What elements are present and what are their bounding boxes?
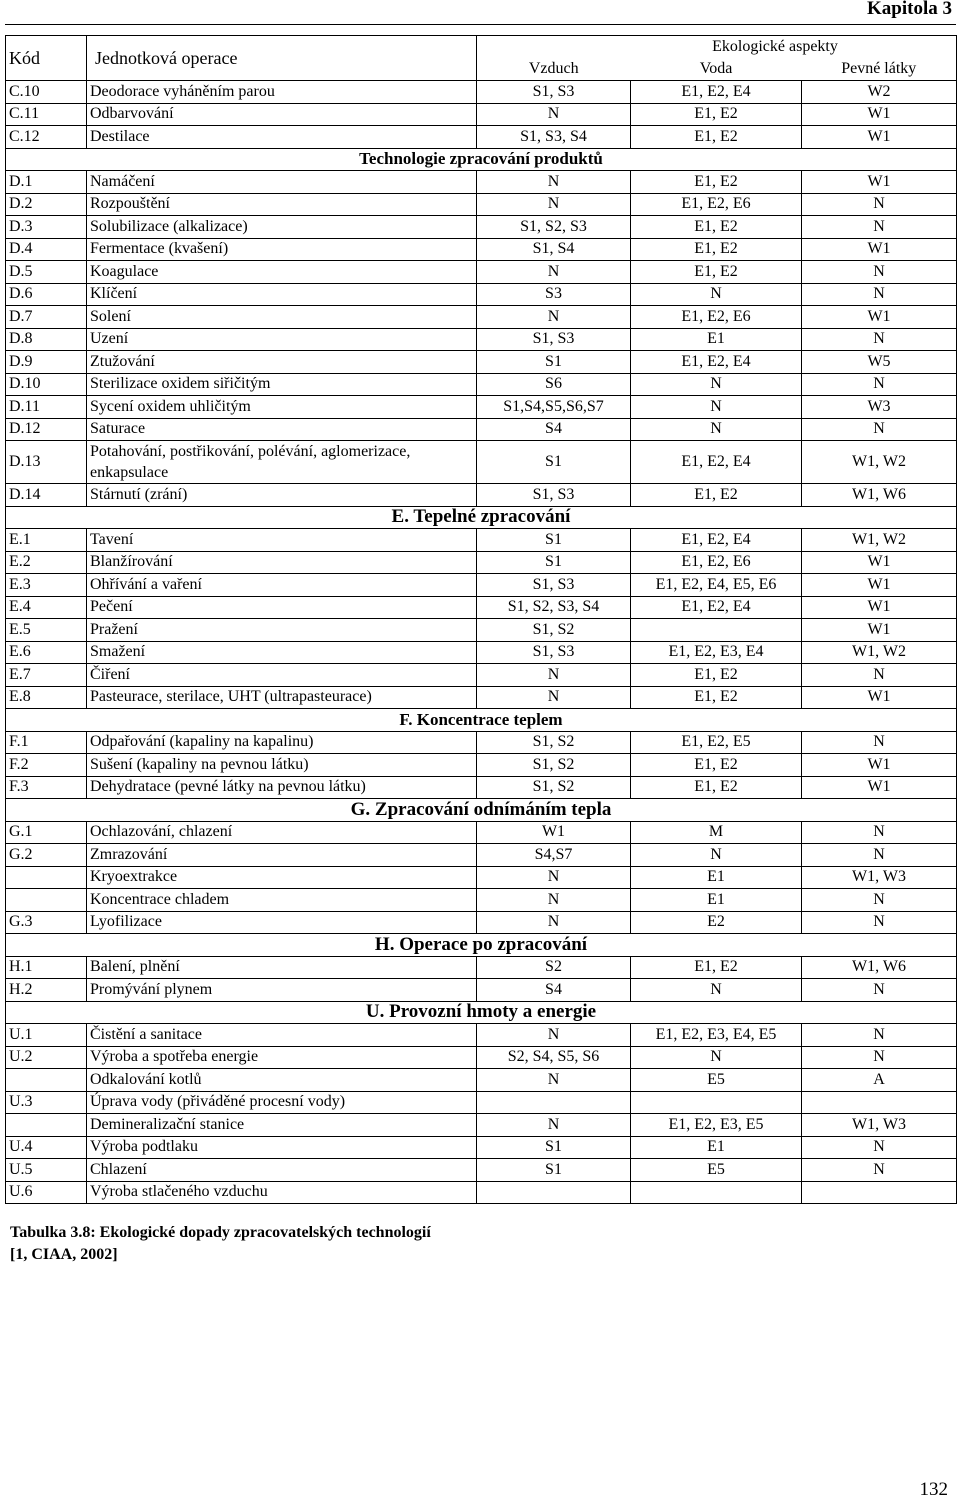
row-operation: Koagulace <box>87 261 477 284</box>
row-solid: W1, W2 <box>802 441 957 484</box>
row-code: D.11 <box>6 396 87 419</box>
row-code: D.5 <box>6 261 87 284</box>
header-row-1 <box>6 36 957 59</box>
row-solid: W1 <box>802 171 957 194</box>
row-air: N <box>477 1114 631 1137</box>
row-operation: Blanžírování <box>87 551 477 574</box>
row-solid: N <box>802 1046 957 1069</box>
row-operation: Koncentrace chladem <box>87 889 477 912</box>
row-water: E1 <box>631 1136 802 1159</box>
row-air: S6 <box>477 373 631 396</box>
row-code: U.2 <box>6 1046 87 1069</box>
row-water: E5 <box>631 1159 802 1182</box>
row-solid: N <box>802 664 957 687</box>
row-operation: Balení, plnění <box>87 956 477 979</box>
row-solid: W1, W3 <box>802 1114 957 1137</box>
caption-source: [1, CIAA, 2002] <box>10 1246 118 1263</box>
row-code: C.10 <box>6 81 87 104</box>
row-air: W1 <box>477 821 631 844</box>
row-air: N <box>477 193 631 216</box>
table-row <box>6 193 957 216</box>
row-code <box>6 1069 87 1092</box>
row-solid: N <box>802 911 957 934</box>
row-operation: Destilace <box>87 126 477 149</box>
header-rule <box>5 24 956 25</box>
row-solid: W1 <box>802 103 957 126</box>
table-row <box>6 731 957 754</box>
row-code: D.1 <box>6 171 87 194</box>
row-operation: Rozpouštění <box>87 193 477 216</box>
row-water: E1, E2 <box>631 171 802 194</box>
section-row <box>6 934 957 957</box>
header-water: Voda <box>631 58 802 81</box>
row-water: E1, E2, E4, E5, E6 <box>631 574 802 597</box>
row-code: G.1 <box>6 821 87 844</box>
row-water <box>631 619 802 642</box>
row-water: N <box>631 979 802 1002</box>
table-row <box>6 351 957 374</box>
row-solid: W1 <box>802 238 957 261</box>
table-row <box>6 866 957 889</box>
section-row <box>6 148 957 171</box>
row-air: N <box>477 103 631 126</box>
row-water: E1, E2, E6 <box>631 551 802 574</box>
table-row <box>6 1114 957 1137</box>
row-operation: Pražení <box>87 619 477 642</box>
row-solid: N <box>802 328 957 351</box>
header-code: Kód <box>6 36 87 81</box>
row-air: S1, S2 <box>477 754 631 777</box>
row-water: N <box>631 1046 802 1069</box>
table-row <box>6 1069 957 1092</box>
row-water: E1 <box>631 889 802 912</box>
row-solid: W2 <box>802 81 957 104</box>
table-row <box>6 81 957 104</box>
row-water: E1, E2 <box>631 238 802 261</box>
row-water: E5 <box>631 1069 802 1092</box>
row-water: E1, E2, E6 <box>631 306 802 329</box>
row-code: E.6 <box>6 641 87 664</box>
row-solid: N <box>802 731 957 754</box>
table-row <box>6 821 957 844</box>
row-code: D.3 <box>6 216 87 239</box>
row-operation: Ohřívání a vaření <box>87 574 477 597</box>
section-title: U. Provozní hmoty a energie <box>6 1001 957 1024</box>
row-solid: W5 <box>802 351 957 374</box>
row-operation: Ochlazování, chlazení <box>87 821 477 844</box>
table-caption <box>10 1222 431 1266</box>
header-eco-aspects: Ekologické aspekty <box>477 36 957 59</box>
row-air: N <box>477 686 631 709</box>
row-air <box>477 1181 631 1204</box>
row-water <box>631 1181 802 1204</box>
section-row <box>6 709 957 732</box>
row-solid: W1 <box>802 619 957 642</box>
table-row <box>6 574 957 597</box>
row-air: S1, S3 <box>477 641 631 664</box>
row-solid: N <box>802 1159 957 1182</box>
row-water: E1, E2, E5 <box>631 731 802 754</box>
row-air: S1 <box>477 551 631 574</box>
row-water: E1, E2 <box>631 484 802 507</box>
row-air: S1 <box>477 441 631 484</box>
row-solid: W1, W6 <box>802 956 957 979</box>
row-solid: N <box>802 261 957 284</box>
row-air: N <box>477 664 631 687</box>
row-operation: Solení <box>87 306 477 329</box>
row-code: D.13 <box>6 441 87 484</box>
row-solid: W1, W2 <box>802 529 957 552</box>
row-air: S1 <box>477 1159 631 1182</box>
row-operation: Sušení (kapaliny na pevnou látku) <box>87 754 477 777</box>
row-operation: Klíčení <box>87 283 477 306</box>
row-water <box>631 1091 802 1114</box>
row-code: F.1 <box>6 731 87 754</box>
row-operation: Výroba podtlaku <box>87 1136 477 1159</box>
row-operation: Uzení <box>87 328 477 351</box>
row-solid: N <box>802 844 957 867</box>
row-air: S1,S4,S5,S6,S7 <box>477 396 631 419</box>
table-row <box>6 441 957 484</box>
section-row <box>6 799 957 822</box>
row-solid <box>802 1181 957 1204</box>
table-row <box>6 328 957 351</box>
row-water: N <box>631 373 802 396</box>
row-code: D.12 <box>6 418 87 441</box>
table-row <box>6 126 957 149</box>
row-solid: N <box>802 889 957 912</box>
row-operation: Úprava vody (přiváděné procesní vody) <box>87 1091 477 1114</box>
table-row <box>6 418 957 441</box>
row-solid: W1, W3 <box>802 866 957 889</box>
row-operation: Namáčení <box>87 171 477 194</box>
row-code: D.10 <box>6 373 87 396</box>
row-code: G.3 <box>6 911 87 934</box>
row-water: N <box>631 844 802 867</box>
row-operation: Solubilizace (alkalizace) <box>87 216 477 239</box>
row-operation: Čiření <box>87 664 477 687</box>
row-code: E.4 <box>6 596 87 619</box>
row-water: E1, E2, E3, E4 <box>631 641 802 664</box>
row-code: U.5 <box>6 1159 87 1182</box>
table-row <box>6 216 957 239</box>
row-operation: Výroba stlačeného vzduchu <box>87 1181 477 1204</box>
row-air: S1, S3 <box>477 484 631 507</box>
row-air: S1, S3 <box>477 574 631 597</box>
row-air: S1, S4 <box>477 238 631 261</box>
row-water: E1 <box>631 328 802 351</box>
row-water: E1, E2 <box>631 216 802 239</box>
row-air: N <box>477 171 631 194</box>
row-code: D.2 <box>6 193 87 216</box>
row-code: D.4 <box>6 238 87 261</box>
row-solid: W1 <box>802 551 957 574</box>
row-code: D.14 <box>6 484 87 507</box>
row-operation: Demineralizační stanice <box>87 1114 477 1137</box>
row-air: N <box>477 306 631 329</box>
row-water: E1, E2, E3, E5 <box>631 1114 802 1137</box>
table-row <box>6 619 957 642</box>
row-operation: Výroba a spotřeba energie <box>87 1046 477 1069</box>
row-operation: Lyofilizace <box>87 911 477 934</box>
table-row <box>6 1159 957 1182</box>
row-air: S1, S3 <box>477 328 631 351</box>
row-code: H.2 <box>6 979 87 1002</box>
row-air: S1 <box>477 1136 631 1159</box>
table-row <box>6 664 957 687</box>
row-operation: Promývání plynem <box>87 979 477 1002</box>
row-water: E1, E2 <box>631 261 802 284</box>
row-air: N <box>477 889 631 912</box>
row-solid: N <box>802 979 957 1002</box>
table-row <box>6 373 957 396</box>
row-code: D.7 <box>6 306 87 329</box>
table-row <box>6 844 957 867</box>
row-operation: Odkalování kotlů <box>87 1069 477 1092</box>
row-water: E1, E2 <box>631 686 802 709</box>
table-row <box>6 1046 957 1069</box>
caption-title: Tabulka 3.8: Ekologické dopady zpracovatelských technologií <box>10 1224 431 1241</box>
row-code: F.2 <box>6 754 87 777</box>
row-code: U.1 <box>6 1024 87 1047</box>
row-code: U.3 <box>6 1091 87 1114</box>
table-row <box>6 686 957 709</box>
row-air: S1 <box>477 529 631 552</box>
row-code: E.8 <box>6 686 87 709</box>
row-operation: Fermentace (kvašení) <box>87 238 477 261</box>
row-operation: Odbarvování <box>87 103 477 126</box>
row-code: E.5 <box>6 619 87 642</box>
table-row <box>6 1181 957 1204</box>
row-water: M <box>631 821 802 844</box>
table-row <box>6 641 957 664</box>
row-water: E2 <box>631 911 802 934</box>
row-water: E1, E2, E4 <box>631 441 802 484</box>
row-air: N <box>477 911 631 934</box>
table-row <box>6 103 957 126</box>
row-solid: W1, W2 <box>802 641 957 664</box>
row-air: S2 <box>477 956 631 979</box>
row-water: E1, E2, E4 <box>631 81 802 104</box>
row-code: H.1 <box>6 956 87 979</box>
row-code: E.3 <box>6 574 87 597</box>
table-row <box>6 776 957 799</box>
row-code: E.2 <box>6 551 87 574</box>
row-code <box>6 889 87 912</box>
section-row <box>6 1001 957 1024</box>
row-operation: Zmrazování <box>87 844 477 867</box>
row-water: E1, E2, E6 <box>631 193 802 216</box>
row-code <box>6 866 87 889</box>
row-code: G.2 <box>6 844 87 867</box>
row-solid: A <box>802 1069 957 1092</box>
row-water: E1, E2 <box>631 776 802 799</box>
chapter-title: Kapitola 3 <box>867 0 952 19</box>
row-air: S1, S2, S3, S4 <box>477 596 631 619</box>
row-operation: Saturace <box>87 418 477 441</box>
eco-impact-table <box>5 35 957 1204</box>
row-air: S1 <box>477 351 631 374</box>
row-operation: Smažení <box>87 641 477 664</box>
header-air: Vzduch <box>477 58 631 81</box>
section-title: H. Operace po zpracování <box>6 934 957 957</box>
table-row <box>6 1091 957 1114</box>
table-row <box>6 1024 957 1047</box>
table-row <box>6 889 957 912</box>
row-code: E.1 <box>6 529 87 552</box>
table-row <box>6 956 957 979</box>
row-solid: N <box>802 216 957 239</box>
row-solid: W1 <box>802 574 957 597</box>
row-code <box>6 1114 87 1137</box>
row-operation: Sterilizace oxidem siřičitým <box>87 373 477 396</box>
table-row <box>6 1136 957 1159</box>
row-operation: Chlazení <box>87 1159 477 1182</box>
row-code: D.6 <box>6 283 87 306</box>
table-row <box>6 596 957 619</box>
row-operation: Kryoextrakce <box>87 866 477 889</box>
row-operation: Ztužování <box>87 351 477 374</box>
header-operation: Jednotková operace <box>87 36 477 81</box>
row-operation: Sycení oxidem uhličitým <box>87 396 477 419</box>
row-solid: N <box>802 418 957 441</box>
row-operation: Odpařování (kapaliny na kapalinu) <box>87 731 477 754</box>
row-solid <box>802 1091 957 1114</box>
row-operation: Pečení <box>87 596 477 619</box>
table-row <box>6 754 957 777</box>
row-operation: Pasteurace, sterilace, UHT (ultrapasteurace) <box>87 686 477 709</box>
row-air: S4 <box>477 418 631 441</box>
row-solid: N <box>802 821 957 844</box>
table-row <box>6 529 957 552</box>
table-body <box>6 36 957 1204</box>
table-row <box>6 171 957 194</box>
table-row <box>6 283 957 306</box>
header-solid: Pevné látky <box>802 58 957 81</box>
row-solid: W1 <box>802 306 957 329</box>
row-operation: Čistění a sanitace <box>87 1024 477 1047</box>
row-water: E1, E2 <box>631 754 802 777</box>
section-title: G. Zpracování odnímáním tepla <box>6 799 957 822</box>
row-water: E1, E2, E4 <box>631 351 802 374</box>
row-air: N <box>477 1024 631 1047</box>
row-water: N <box>631 396 802 419</box>
row-air: S4 <box>477 979 631 1002</box>
row-air: S3 <box>477 283 631 306</box>
row-water: E1, E2, E4 <box>631 596 802 619</box>
table-row <box>6 396 957 419</box>
row-operation: Deodorace vyháněním parou <box>87 81 477 104</box>
row-water: N <box>631 283 802 306</box>
row-operation: Stárnutí (zrání) <box>87 484 477 507</box>
row-solid: W1 <box>802 596 957 619</box>
row-solid: W3 <box>802 396 957 419</box>
row-solid: W1 <box>802 776 957 799</box>
row-water: E1, E2 <box>631 126 802 149</box>
table-row <box>6 238 957 261</box>
section-title: F. Koncentrace teplem <box>6 709 957 732</box>
row-solid: W1, W6 <box>802 484 957 507</box>
row-air: S1, S2 <box>477 776 631 799</box>
row-water: E1, E2, E3, E4, E5 <box>631 1024 802 1047</box>
table-row <box>6 979 957 1002</box>
row-solid: N <box>802 1136 957 1159</box>
table-row <box>6 306 957 329</box>
row-water: E1, E2 <box>631 664 802 687</box>
row-code: C.12 <box>6 126 87 149</box>
row-air: S1, S2 <box>477 619 631 642</box>
row-air: S2, S4, S5, S6 <box>477 1046 631 1069</box>
row-water: E1 <box>631 866 802 889</box>
row-solid: N <box>802 193 957 216</box>
row-air: N <box>477 1069 631 1092</box>
row-water: E1, E2, E4 <box>631 529 802 552</box>
row-code: F.3 <box>6 776 87 799</box>
row-solid: W1 <box>802 754 957 777</box>
row-code: D.9 <box>6 351 87 374</box>
table-row <box>6 911 957 934</box>
row-operation: Dehydratace (pevné látky na pevnou látku) <box>87 776 477 799</box>
section-title: Technologie zpracování produktů <box>6 148 957 171</box>
row-air: S1, S2 <box>477 731 631 754</box>
row-water: E1, E2 <box>631 103 802 126</box>
section-row <box>6 506 957 529</box>
row-air: S4,S7 <box>477 844 631 867</box>
row-operation: Potahování, postřikování, polévání, aglomerizace, enkapsulace <box>87 441 477 484</box>
section-title: E. Tepelné zpracování <box>6 506 957 529</box>
table-row <box>6 261 957 284</box>
row-code: U.6 <box>6 1181 87 1204</box>
row-air: N <box>477 261 631 284</box>
row-code: D.8 <box>6 328 87 351</box>
row-water: E1, E2 <box>631 956 802 979</box>
table-row <box>6 551 957 574</box>
row-air: S1, S3, S4 <box>477 126 631 149</box>
table-row <box>6 484 957 507</box>
row-code: E.7 <box>6 664 87 687</box>
row-code: U.4 <box>6 1136 87 1159</box>
row-code: C.11 <box>6 103 87 126</box>
row-solid: N <box>802 1024 957 1047</box>
row-air: N <box>477 866 631 889</box>
page-number: 132 <box>919 1479 948 1500</box>
row-solid: W1 <box>802 126 957 149</box>
row-solid: N <box>802 283 957 306</box>
row-operation: Tavení <box>87 529 477 552</box>
row-air: S1, S3 <box>477 81 631 104</box>
row-solid: N <box>802 373 957 396</box>
row-air <box>477 1091 631 1114</box>
row-air: S1, S2, S3 <box>477 216 631 239</box>
row-water: N <box>631 418 802 441</box>
row-solid: W1 <box>802 686 957 709</box>
